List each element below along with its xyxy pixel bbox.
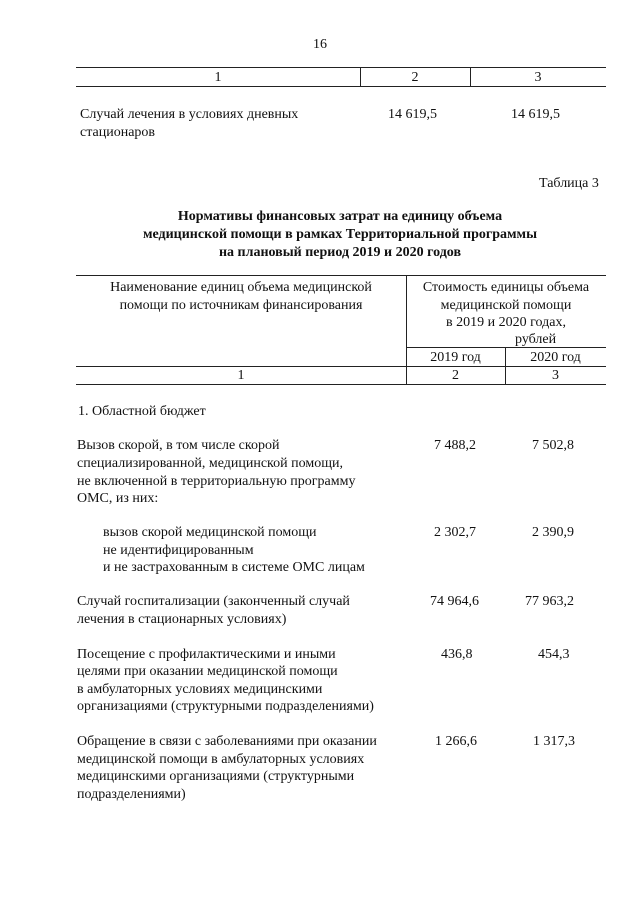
top-row-value-2019: 14 619,5 — [388, 107, 437, 122]
row-1-line-3: не включенной в территориальную программу — [77, 474, 356, 489]
row-5-value-2019: 1 266,6 — [435, 734, 477, 749]
row-3-line-1: Случай госпитализации (законченный случай — [77, 594, 350, 609]
row-4-value-2020: 454,3 — [538, 647, 570, 662]
row-2-line-1: вызов скорой медицинской помощи — [103, 525, 317, 540]
row-5-value-2020: 1 317,3 — [533, 734, 575, 749]
row-3-value-2019: 74 964,6 — [430, 594, 479, 609]
top-col-2-number: 2 — [411, 70, 419, 85]
title-line-2: медицинской помощи в рамках Территориальной программы — [142, 227, 538, 242]
row-4-line-3: в амбулаторных условиях медицинскими — [77, 682, 323, 697]
row-4-value-2019: 436,8 — [441, 647, 473, 662]
row-3-value-2020: 77 963,2 — [525, 594, 574, 609]
page-number: 16 — [313, 37, 327, 52]
row-2-value-2020: 2 390,9 — [532, 525, 574, 540]
header-num-3: 3 — [552, 368, 559, 383]
section-title: 1. Областной бюджет — [78, 404, 206, 419]
row-2-line-2: не идентифицированным — [103, 543, 254, 558]
top-row-name-line-2: стационаров — [80, 125, 156, 140]
header-num-2: 2 — [452, 368, 459, 383]
row-5-line-4: подразделениями) — [77, 787, 186, 802]
top-col-1-number: 1 — [214, 70, 222, 85]
row-5-line-3: медицинскими организациями (структурными — [77, 769, 355, 784]
header-col2-line-2: медицинской помощи — [440, 298, 572, 313]
row-1-line-4: ОМС, из них: — [77, 491, 159, 506]
header-num-1: 1 — [237, 368, 245, 383]
row-3-line-2: лечения в стационарных условиях) — [77, 612, 287, 627]
row-4-line-2: целями при оказании медицинской помощи — [77, 664, 338, 679]
header-year-2019: 2019 год — [430, 350, 481, 365]
header-year-2020: 2020 год — [530, 350, 581, 365]
header-col1-line-1: Наименование единиц объема медицинской — [110, 280, 372, 295]
header-col2-line-3: в 2019 и 2020 годах, — [446, 315, 566, 330]
row-1-value-2019: 7 488,2 — [434, 438, 476, 453]
header-col1-line-2: помощи по источникам финансирования — [119, 298, 363, 313]
row-1-line-2: специализированной, медицинской помощи, — [77, 456, 343, 471]
table-label: Таблица 3 — [539, 176, 599, 191]
row-5-line-1: Обращение в связи с заболеваниями при оказании — [77, 734, 377, 749]
top-col-3-number: 3 — [534, 70, 542, 85]
row-4-line-1: Посещение с профилактическими и иными — [77, 647, 336, 662]
header-col2-line-1: Стоимость единицы объема — [422, 280, 590, 295]
row-2-value-2019: 2 302,7 — [434, 525, 476, 540]
header-col2-line-4: рублей — [515, 332, 557, 347]
title-line-3: на плановый период 2019 и 2020 годов — [218, 245, 462, 260]
row-1-line-1: Вызов скорой, в том числе скорой — [77, 438, 280, 453]
title-line-1: Нормативы финансовых затрат на единицу объема — [177, 209, 503, 224]
row-5-line-2: медицинской помощи в амбулаторных условиях — [77, 752, 365, 767]
top-row-value-2020: 14 619,5 — [511, 107, 560, 122]
top-row-name-line-1: Случай лечения в условиях дневных — [80, 107, 299, 122]
row-2-line-3: и не застрахованным в системе ОМС лицам — [103, 560, 365, 575]
row-4-line-4: организациями (структурными подразделениями) — [77, 699, 374, 714]
row-1-value-2020: 7 502,8 — [532, 438, 574, 453]
